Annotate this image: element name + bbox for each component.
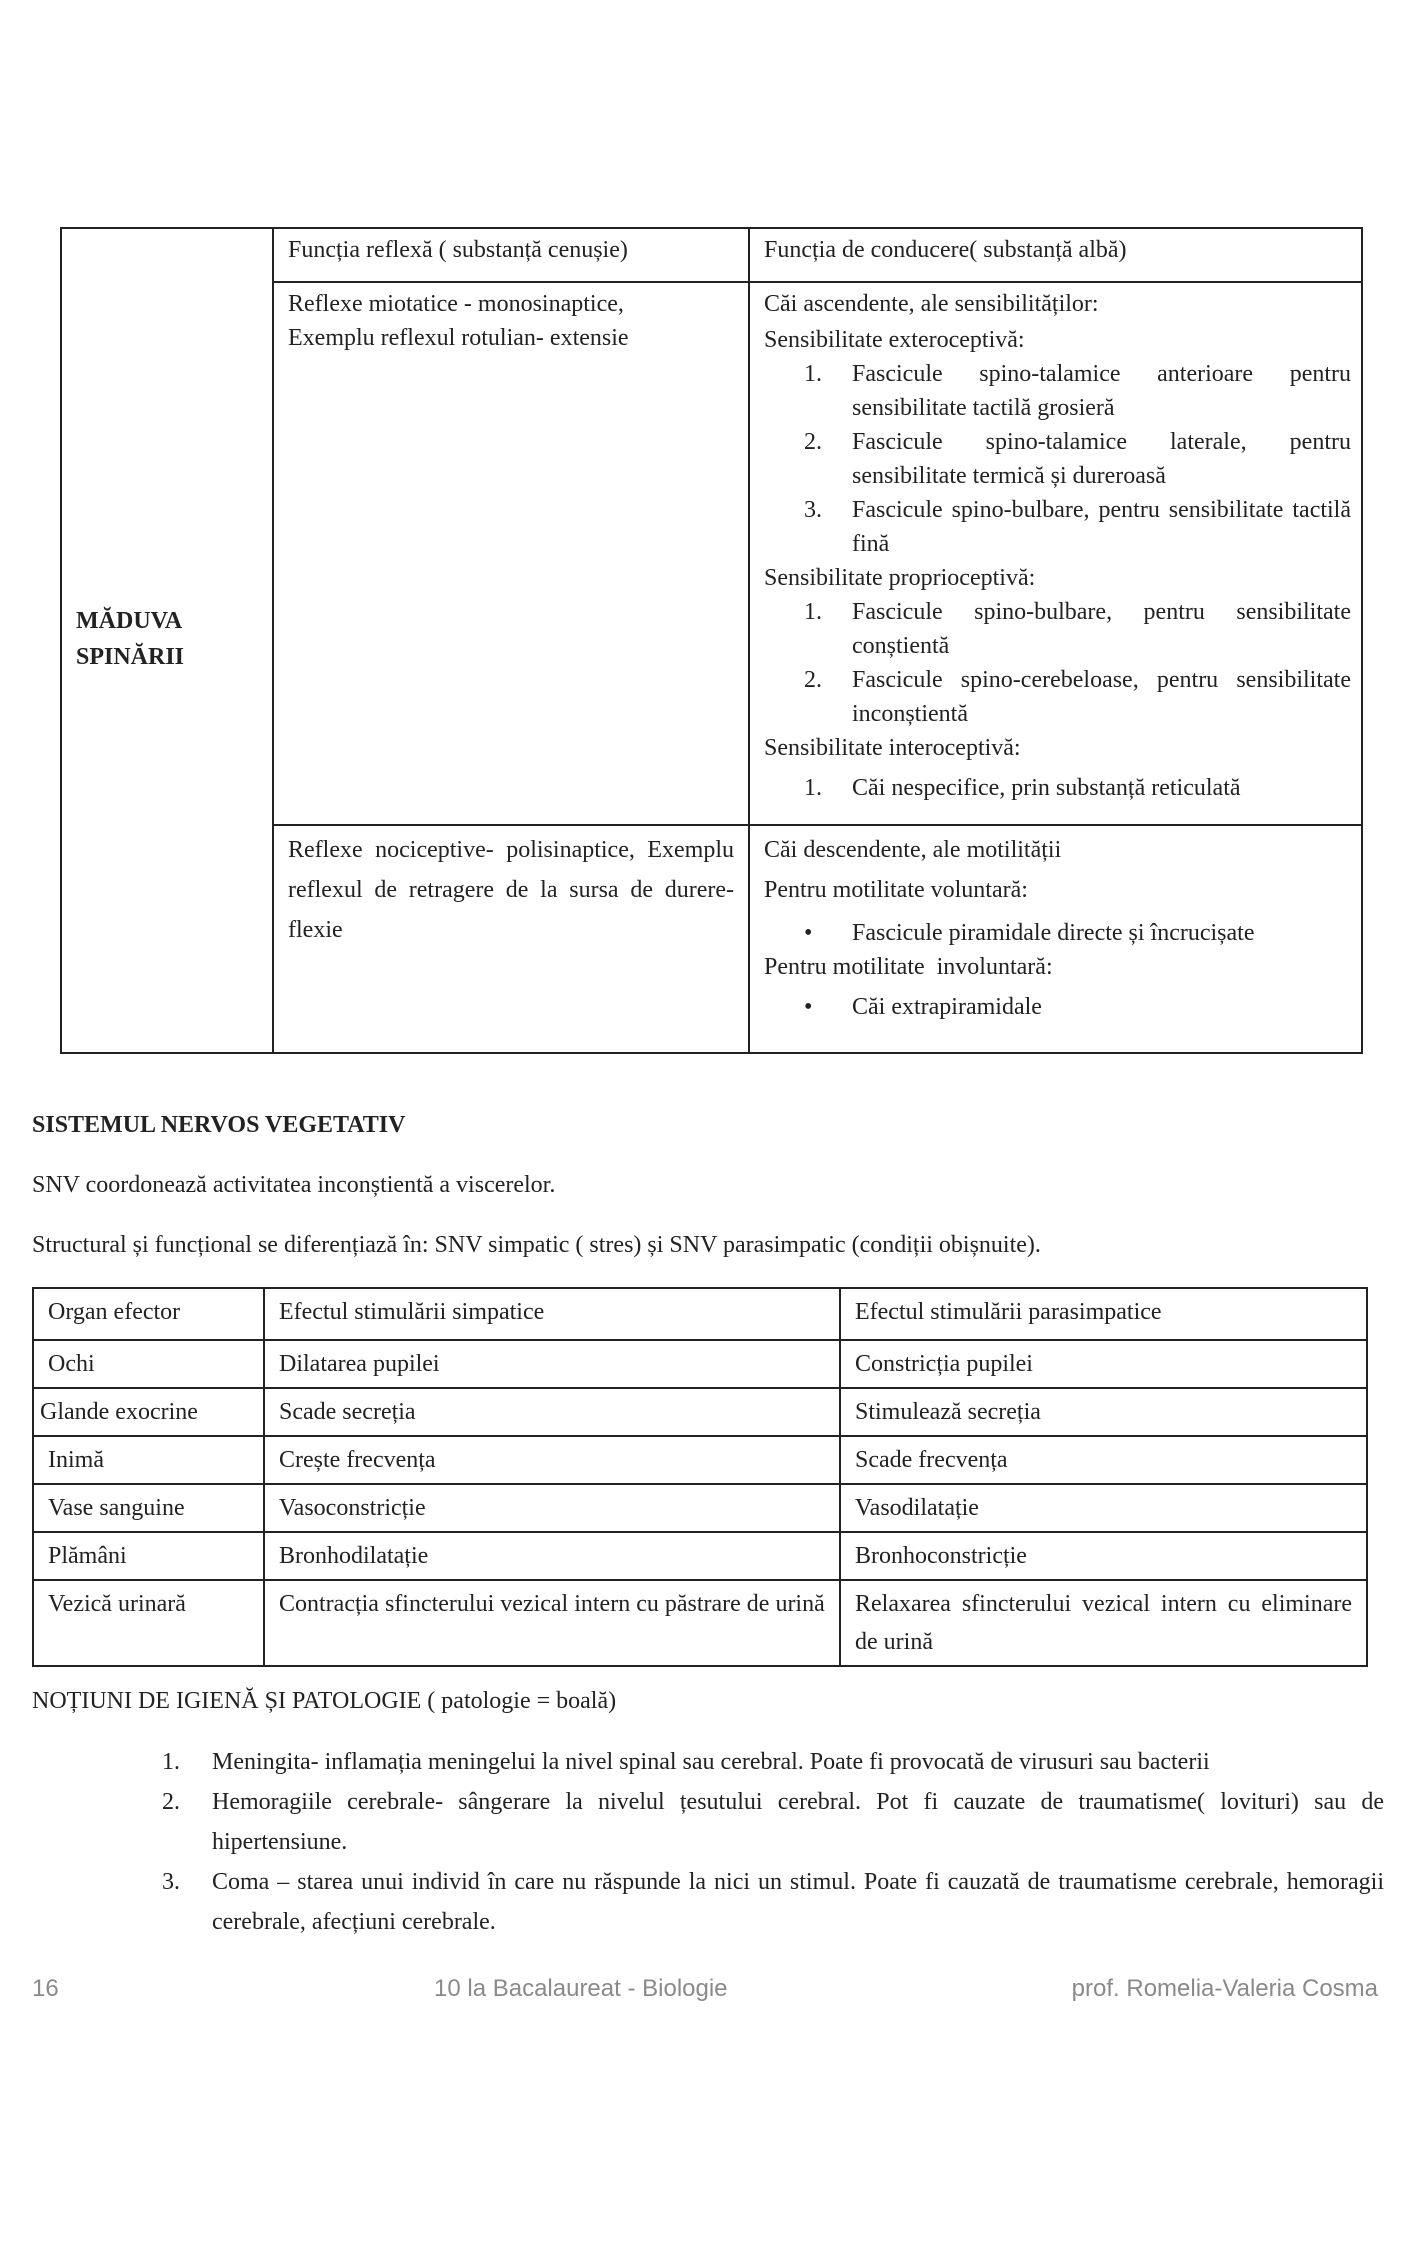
list-number: 2. xyxy=(804,429,822,455)
list-number: 3. xyxy=(804,497,822,523)
conduction-cell-descending xyxy=(749,825,1362,1053)
parasympathetic-cell: Stimulează secreția xyxy=(840,1388,1367,1436)
footer-title: 10 la Bacalaureat - Biologie xyxy=(434,1975,728,2002)
footer-author: prof. Romelia-Valeria Cosma xyxy=(1071,1975,1378,2002)
list-number: 2. xyxy=(162,1789,180,1815)
list-item xyxy=(162,1782,1384,1862)
sympathetic-cell: Scade secreția xyxy=(264,1388,840,1436)
table-row xyxy=(33,1340,1367,1388)
bullet-icon: • xyxy=(804,920,813,946)
spinal-side-label xyxy=(61,228,273,1053)
table-row xyxy=(33,1532,1367,1580)
table-row xyxy=(33,1436,1367,1484)
group-list xyxy=(764,595,1351,731)
group-title: Sensibilitate proprioceptivă: xyxy=(764,565,1036,591)
hygiene-heading: NOȚIUNI DE IGIENĂ ȘI PATOLOGIE ( patologie = boală) xyxy=(32,1688,617,1714)
organ-cell: Vase sanguine xyxy=(33,1484,264,1532)
parasympathetic-cell: Vasodilatație xyxy=(840,1484,1367,1532)
reflex-cell-miotatic xyxy=(273,282,749,825)
list-item xyxy=(764,595,1351,663)
list-number: 3. xyxy=(162,1869,180,1895)
list-item xyxy=(764,910,1351,950)
table-row xyxy=(33,1388,1367,1436)
group-title: Sensibilitate interoceptivă: xyxy=(764,735,1021,761)
involuntary-list xyxy=(764,984,1351,1024)
list-number: 1. xyxy=(162,1749,180,1775)
table-row xyxy=(33,1580,1367,1666)
footer-page-number: 16 xyxy=(32,1975,59,2002)
snv-table-header-row xyxy=(33,1288,1367,1340)
involuntary-title: Pentru motilitate involuntară: xyxy=(764,954,1053,980)
list-text: Căi nespecifice, prin substanță reticulată xyxy=(852,775,1241,801)
parasympathetic-cell: Relaxarea sfincterului vezical intern cu eliminare de urină xyxy=(840,1580,1367,1666)
side-label-line-1: MĂDUVA xyxy=(76,607,183,634)
list-text: Fascicule piramidale directe și încrucișate xyxy=(852,920,1255,946)
spinal-table-header-row xyxy=(61,228,1362,282)
list-item xyxy=(764,765,1351,805)
bullet-icon: • xyxy=(804,994,813,1020)
group-list xyxy=(764,357,1351,561)
conduction-cell-ascending xyxy=(749,282,1362,825)
group-title: Sensibilitate exteroceptivă: xyxy=(764,327,1025,353)
organ-cell: Vezică urinară xyxy=(33,1580,264,1666)
list-item xyxy=(764,663,1351,731)
reflex-text: Reflexe nociceptive- polisinaptice, Exemplu reflexul de retragere de la sursa de durere- flexie xyxy=(288,837,734,943)
side-label-line-2: SPINĂRII xyxy=(76,643,185,670)
list-number: 1. xyxy=(804,599,822,625)
snv-paragraph-1: SNV coordonează activitatea inconștientă a viscerelor. xyxy=(32,1172,556,1198)
list-number: 1. xyxy=(804,361,822,387)
organ-cell: Ochi xyxy=(33,1340,264,1388)
list-text: Hemoragiile cerebrale- sângerare la nivelul țesutului cerebral. Pot fi cauzate de traumatisme( lovituri) sau de hipertensiune. xyxy=(212,1789,1384,1855)
reflex-line: Reflexe miotatice - monosinaptice, xyxy=(288,291,624,317)
sympathetic-cell: Dilatarea pupilei xyxy=(264,1340,840,1388)
header-conduction-function: Funcția de conducere( substanță albă) xyxy=(749,228,1362,282)
list-text: Fascicule spino-cerebeloase, pentru sensibilitate inconștientă xyxy=(852,667,1351,727)
group-list xyxy=(764,765,1351,805)
list-number: 1. xyxy=(804,775,822,801)
list-item xyxy=(162,1862,1384,1942)
list-item xyxy=(764,425,1351,493)
parasympathetic-cell: Bronhoconstricție xyxy=(840,1532,1367,1580)
parasympathetic-cell: Scade frecvența xyxy=(840,1436,1367,1484)
snv-heading: SISTEMUL NERVOS VEGETATIV xyxy=(32,1112,406,1138)
sensibility-group xyxy=(764,731,1351,805)
organ-cell: Inimă xyxy=(33,1436,264,1484)
conduction-title: Căi ascendente, ale sensibilităților: xyxy=(764,291,1099,317)
hygiene-list xyxy=(162,1742,1384,1942)
sympathetic-cell: Bronhodilatație xyxy=(264,1532,840,1580)
table-row xyxy=(33,1484,1367,1532)
list-text: Fascicule spino-bulbare, pentru sensibilitate tactilă fină xyxy=(852,497,1351,557)
organ-cell: Glande exocrine xyxy=(33,1388,264,1436)
list-item xyxy=(764,984,1351,1024)
sensibility-group xyxy=(764,323,1351,561)
header-reflex-function: Funcția reflexă ( substanță cenușie) xyxy=(273,228,749,282)
list-text: Fascicule spino-bulbare, pentru sensibilitate conștientă xyxy=(852,599,1351,659)
list-item xyxy=(764,357,1351,425)
organ-cell: Plămâni xyxy=(33,1532,264,1580)
list-number: 2. xyxy=(804,667,822,693)
parasympathetic-cell: Constricția pupilei xyxy=(840,1340,1367,1388)
voluntary-title: Pentru motilitate voluntară: xyxy=(764,877,1028,903)
header-parasympathetic: Efectul stimulării parasimpatice xyxy=(840,1288,1367,1340)
reflex-cell-nociceptive xyxy=(273,825,749,1053)
sympathetic-cell: Crește frecvența xyxy=(264,1436,840,1484)
snv-effects-table xyxy=(32,1287,1368,1667)
list-text: Fascicule spino-talamice laterale, pentru sensibilitate termică și dureroasă xyxy=(852,429,1351,489)
list-item xyxy=(162,1742,1384,1782)
conduction-title: Căi descendente, ale motilității xyxy=(764,837,1062,863)
list-text: Meningita- inflamația meningelui la nivel spinal sau cerebral. Poate fi provocată de virusuri sau bacterii xyxy=(212,1749,1210,1775)
reflex-line: Exemplu reflexul rotulian- extensie xyxy=(288,325,629,351)
list-item xyxy=(764,493,1351,561)
header-organ: Organ efector xyxy=(33,1288,264,1340)
sympathetic-cell: Vasoconstricție xyxy=(264,1484,840,1532)
header-sympathetic: Efectul stimulării simpatice xyxy=(264,1288,840,1340)
list-text: Fascicule spino-talamice anterioare pentru sensibilitate tactilă grosieră xyxy=(852,361,1351,421)
sympathetic-cell: Contracția sfincterului vezical intern cu păstrare de urină xyxy=(264,1580,840,1666)
snv-paragraph-2: Structural și funcțional se diferențiază în: SNV simpatic ( stres) și SNV parasimpatic (condiții obișnuite). xyxy=(32,1232,1041,1258)
spinal-cord-table xyxy=(60,227,1363,1054)
voluntary-list xyxy=(764,910,1351,950)
list-text: Coma – starea unui individ în care nu răspunde la nici un stimul. Poate fi cauzată de traumatisme cerebrale, hemoragii cerebrale, afecțiuni cerebrale. xyxy=(212,1869,1384,1935)
sensibility-group xyxy=(764,561,1351,731)
list-text: Căi extrapiramidale xyxy=(852,994,1042,1020)
